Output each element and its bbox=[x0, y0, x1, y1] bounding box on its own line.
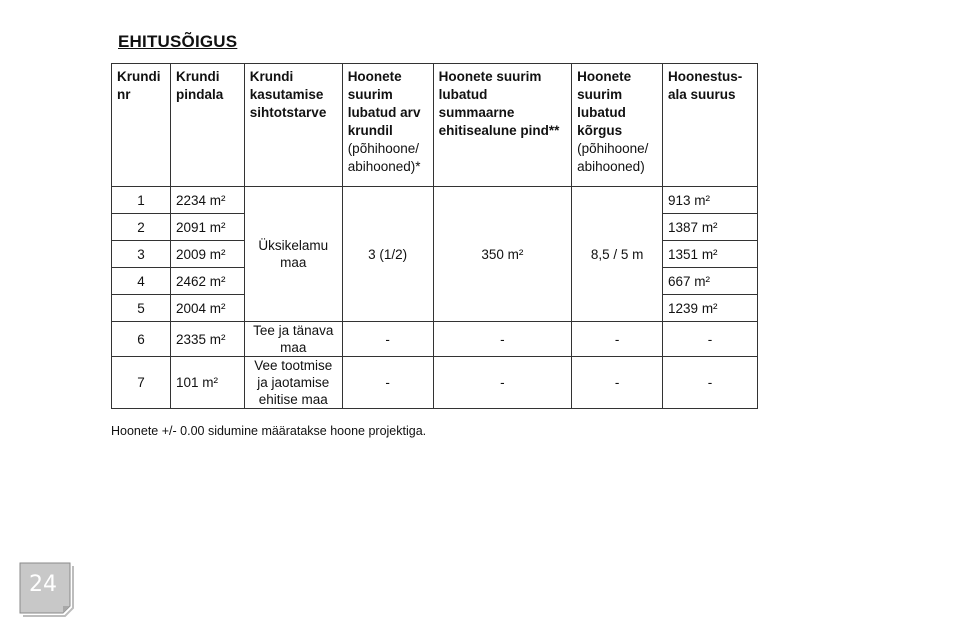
cell-building-zone-area: 1351 m² bbox=[663, 241, 758, 268]
cell-building-zone-area: 1239 m² bbox=[663, 295, 758, 322]
cell-plot-area: 2462 m² bbox=[170, 268, 244, 295]
table-header-row bbox=[112, 64, 758, 187]
cell-plot-number: 3 bbox=[112, 241, 171, 268]
table-row bbox=[112, 187, 758, 214]
cell-plot-number: 5 bbox=[112, 295, 171, 322]
header-max-footprint: Hoonete suurim lubatud summaarne ehitisealune pind** bbox=[433, 64, 572, 187]
header-land-use: Krundi kasutamise sihtotstarve bbox=[244, 64, 342, 187]
cell-plot-number: 2 bbox=[112, 214, 171, 241]
cell-building-zone-area: - bbox=[663, 322, 758, 357]
cell-plot-area: 2234 m² bbox=[170, 187, 244, 214]
cell-max-buildings: - bbox=[342, 322, 433, 357]
page-number-badge bbox=[18, 561, 78, 621]
cell-land-use: Vee tootmise ja jaotamise ehitise maa bbox=[244, 357, 342, 409]
cell-max-footprint: - bbox=[433, 357, 572, 409]
cell-max-buildings: 3 (1/2) bbox=[342, 187, 433, 322]
cell-building-zone-area: 667 m² bbox=[663, 268, 758, 295]
footnote: Hoonete +/- 0.00 sidumine määratakse hoone projektiga. bbox=[111, 424, 427, 438]
cell-max-footprint: 350 m² bbox=[433, 187, 572, 322]
page-number: 24 bbox=[29, 572, 57, 597]
table-row bbox=[112, 322, 758, 357]
cell-max-height: - bbox=[572, 357, 663, 409]
cell-max-footprint: - bbox=[433, 322, 572, 357]
header-plot-area: Krundi pindala bbox=[170, 64, 244, 187]
cell-plot-number: 4 bbox=[112, 268, 171, 295]
header-max-height: Hoonete suurim lubatud kõrgus (põhihoone/ abihooned) bbox=[572, 64, 663, 187]
cell-max-buildings: - bbox=[342, 357, 433, 409]
cell-max-height: 8,5 / 5 m bbox=[572, 187, 663, 322]
cell-plot-area: 2335 m² bbox=[170, 322, 244, 357]
header-building-zone-area: Hoonestus-ala suurus bbox=[663, 64, 758, 187]
cell-plot-area: 2009 m² bbox=[170, 241, 244, 268]
cell-building-zone-area: 1387 m² bbox=[663, 214, 758, 241]
cell-max-height: - bbox=[572, 322, 663, 357]
header-plot-number: Krundi nr bbox=[112, 64, 171, 187]
table-row bbox=[112, 357, 758, 409]
cell-plot-number: 6 bbox=[112, 322, 171, 357]
cell-land-use: Üksikelamu maa bbox=[244, 187, 342, 322]
cell-plot-number: 7 bbox=[112, 357, 171, 409]
cell-plot-area: 101 m² bbox=[170, 357, 244, 409]
cell-land-use: Tee ja tänava maa bbox=[244, 322, 342, 357]
cell-plot-number: 1 bbox=[112, 187, 171, 214]
cell-building-zone-area: - bbox=[663, 357, 758, 409]
cell-plot-area: 2091 m² bbox=[170, 214, 244, 241]
cell-building-zone-area: 913 m² bbox=[663, 187, 758, 214]
cell-plot-area: 2004 m² bbox=[170, 295, 244, 322]
section-heading: EHITUSÕIGUS bbox=[118, 32, 238, 51]
header-max-buildings: Hoonete suurim lubatud arv krundil (põhihoone/ abihooned)* bbox=[342, 64, 433, 187]
building-rights-table bbox=[111, 63, 758, 409]
